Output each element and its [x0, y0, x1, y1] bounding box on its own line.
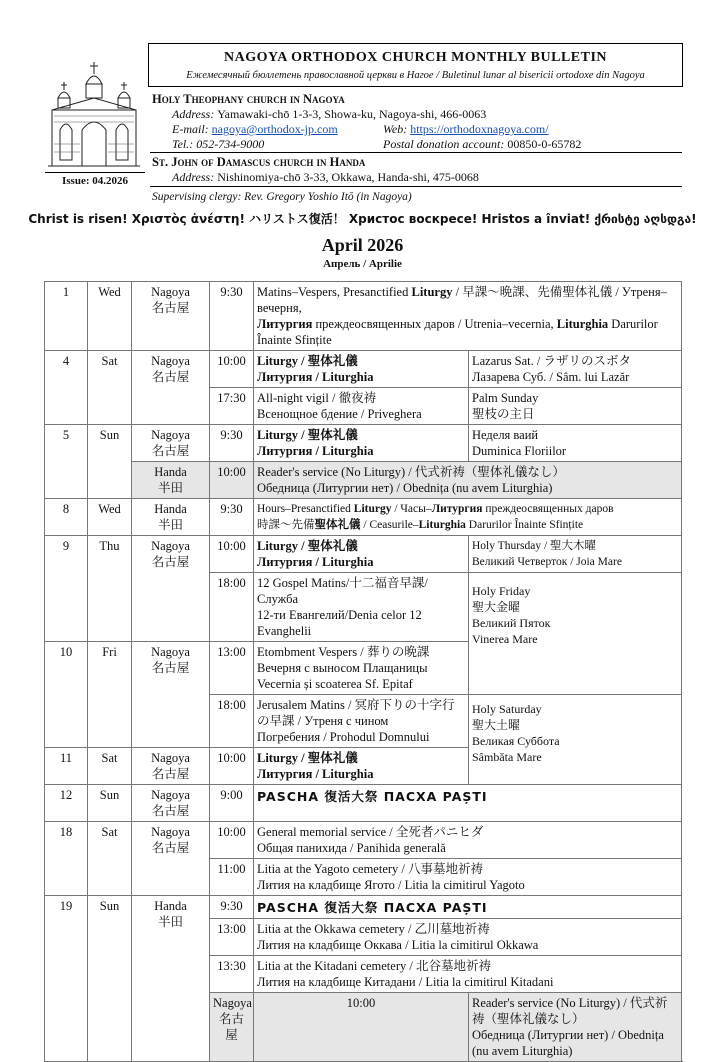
service-text: преждеосвященных даров / Utrenia–vecernia,: [312, 317, 557, 331]
service-text: / 早課～晩課、先備聖体礼儀 / Утреня–вечерня,: [257, 285, 667, 315]
service-cell: [254, 822, 682, 859]
feast-line-1: Holy Friday: [472, 584, 531, 598]
service-line-2: Вечерня с выносом Плащаницы: [257, 661, 428, 675]
church1-email-label: E-mail:: [172, 122, 209, 136]
time-cell: 10:00: [254, 993, 469, 1062]
location-name-jp: 半田: [157, 915, 183, 929]
location-name-jp: 半田: [157, 481, 183, 495]
table-row: [45, 425, 682, 462]
location-cell: [132, 822, 210, 896]
feast-line-1: Неделя ваий: [472, 428, 539, 442]
church1-web-link[interactable]: https://orthodoxnagoya.com/: [410, 122, 549, 136]
feast-line-2: 聖大土曜: [472, 718, 521, 732]
feast-cell: [469, 695, 682, 785]
feast-line-2: Duminica Floriilor: [472, 444, 567, 458]
church1-address-label: Address:: [172, 107, 215, 121]
bulletin-title-box: [148, 43, 683, 87]
location-name: Nagoya: [151, 539, 190, 553]
location-cell: [132, 536, 210, 642]
location-cell: [210, 993, 254, 1062]
church1-tel: 052-734-9000: [196, 137, 265, 151]
time-cell: 13:00: [210, 642, 254, 695]
service-cell: [254, 351, 469, 388]
service-line-1: Liturgy / 聖体礼儀: [257, 539, 358, 553]
issue-number: Issue: 04.2026: [45, 172, 145, 187]
service-line-1: Reader's service (No Liturgy) / 代式祈祷（聖体礼儀なし）: [257, 465, 565, 479]
service-text: Darurilor Înainte Sfințite: [257, 317, 658, 347]
table-row: [45, 282, 682, 351]
location-cell: [132, 351, 210, 425]
location-cell: [132, 748, 210, 785]
church1-name: Holy Theophany church in Nagoya: [152, 92, 345, 106]
location-cell: [132, 462, 210, 499]
location-name-jp: 名古屋: [151, 804, 190, 818]
table-row: [45, 351, 682, 388]
service-line-3: Vecernia și scoaterea Sf. Epitaf: [257, 677, 413, 691]
service-line-1: Liturgy / 聖体礼儀: [257, 428, 358, 442]
service-line-1: General memorial service / 全死者パニヒダ: [257, 825, 484, 839]
time-cell: 9:30: [210, 499, 254, 536]
time-cell: 18:00: [210, 695, 254, 748]
location-cell: [132, 425, 210, 462]
service-line-1: [257, 501, 678, 517]
time-cell: 10:00: [210, 351, 254, 388]
church1-tel-line: [172, 137, 264, 152]
service-cell: [254, 748, 469, 785]
feast-line-1: Holy Saturday: [472, 702, 542, 716]
church1-tel-label: Tel.:: [172, 137, 194, 151]
feast-cell: [469, 573, 682, 695]
location-name: Handa: [154, 899, 187, 913]
service-line-2: Лития на кладбище Китадани / Litia la cimitirul Kitadani: [257, 975, 554, 989]
pascha-banner: PASCHA 復活大祭 ПАСХА PAȘTI: [254, 785, 682, 822]
location-name: Nagoya: [151, 788, 190, 802]
service-cell: [254, 499, 682, 536]
service-text-bold: Liturgy: [411, 285, 453, 299]
day-cell: 19: [45, 896, 88, 1062]
service-text: / Ceasurile–: [360, 519, 419, 531]
pascha-banner: PASCHA 復活大祭 ПАСХА PAȘTI: [254, 896, 682, 919]
month-subtitle: Апрель / Aprilie: [323, 258, 402, 270]
table-row: [45, 536, 682, 573]
feast-line-1: Lazarus Sat. / ラザリのスボタ: [472, 354, 632, 368]
service-line-2: Литургия / Liturghia: [257, 767, 374, 781]
feast-line-3: Великая Суббота: [472, 734, 560, 748]
service-line-3: Погребения / Prohodul Domnului: [257, 730, 430, 744]
table-row: [45, 462, 682, 499]
service-line-2: Обедница (Литургии нет) / Obednița (nu avem Liturghia): [257, 481, 553, 495]
service-cell: [254, 695, 469, 748]
location-cell: [132, 785, 210, 822]
weekday-cell: Wed: [88, 282, 132, 351]
service-text-bold: Литургия: [431, 503, 483, 515]
location-name-jp: 名古屋: [151, 841, 190, 855]
service-text-bold: 聖体礼儀: [314, 519, 361, 531]
service-cell: [254, 536, 469, 573]
service-text: / Часы–: [391, 503, 432, 515]
header-divider: [150, 152, 682, 153]
time-cell: 10:00: [210, 462, 254, 499]
supervising-clergy: Supervising clergy: Rev. Gregory Yoshio Itō (in Nagoya): [152, 191, 412, 203]
church1-web-label: Web:: [383, 122, 408, 136]
feast-cell: [469, 388, 682, 425]
header-divider-2: [150, 186, 682, 187]
service-line-2: Литургия / Liturghia: [257, 370, 374, 384]
service-line-1: All-night vigil / 徹夜祷: [257, 391, 377, 405]
feast-line-2: Лазарева Суб. / Sâm. lui Lazăr: [472, 370, 630, 384]
service-cell: [254, 462, 682, 499]
church1-email-link[interactable]: nagoya@orthodox-jp.com: [211, 122, 338, 136]
location-name-jp: 半田: [157, 518, 183, 532]
time-cell: 13:00: [210, 919, 254, 956]
church1-postal-label: Postal donation account:: [383, 137, 505, 151]
church1-web-line: [383, 122, 549, 137]
feast-line-4: Vinerea Mare: [472, 632, 538, 646]
church1-email-line: [172, 122, 338, 137]
time-cell: 13:30: [210, 956, 254, 993]
church2-name: St. John of Damascus church in Handa: [152, 155, 366, 169]
location-name: Nagoya: [151, 354, 190, 368]
location-name: Nagoya: [151, 825, 190, 839]
day-cell: 8: [45, 499, 88, 536]
location-name: Nagoya: [151, 285, 190, 299]
time-cell: 17:30: [210, 388, 254, 425]
service-line-2: Лития на кладбище Оккава / Litia la cimitirul Okkawa: [257, 938, 539, 952]
location-name: Nagoya: [213, 996, 252, 1010]
feast-cell: [469, 536, 682, 573]
feast-line-2: 聖枝の主日: [472, 407, 535, 421]
month-title: April 2026: [321, 235, 404, 255]
service-line-1: Reader's service (No Liturgy) / 代式祈祷（聖体礼儀なし）: [472, 996, 668, 1026]
church1-address-line: [172, 107, 486, 122]
feast-line-2: 聖大金曜: [472, 600, 521, 614]
day-cell: 11: [45, 748, 88, 785]
service-line-2: Литургия / Liturghia: [257, 555, 374, 569]
time-cell: 11:00: [210, 859, 254, 896]
service-line-2: Литургия / Liturghia: [257, 444, 374, 458]
time-cell: 9:30: [210, 896, 254, 919]
service-text: Matins–Vespers, Presanctified: [257, 285, 412, 299]
service-line-1: Liturgy / 聖体礼儀: [257, 751, 358, 765]
time-cell: 9:00: [210, 785, 254, 822]
service-text-bold: Liturghia: [418, 519, 466, 531]
feast-line-2: Великий Четверток / Joia Mare: [472, 556, 622, 568]
weekday-cell: Fri: [88, 642, 132, 748]
location-name: Handa: [154, 502, 187, 516]
location-cell: [132, 896, 210, 1062]
schedule-table: [44, 281, 682, 1062]
service-line-1: Etombment Vespers / 葬りの晩課: [257, 645, 430, 659]
service-cell: [254, 956, 682, 993]
day-cell: 4: [45, 351, 88, 425]
service-line-2: Лития на кладбище Ягото / Litia la cimitirul Yagoto: [257, 878, 525, 892]
bulletin-title: NAGOYA ORTHODOX CHURCH MONTHLY BULLETIN: [223, 50, 608, 65]
service-line-2: [257, 517, 678, 533]
day-cell: 9: [45, 536, 88, 642]
church1-postal: 00850-0-65782: [507, 137, 582, 151]
location-cell: [132, 499, 210, 536]
service-cell: [254, 919, 682, 956]
time-cell: 10:00: [210, 536, 254, 573]
service-line-2: 12-ти Евангелий/Denia celor 12 Evanghelii: [257, 608, 422, 638]
weekday-cell: Sun: [88, 425, 132, 499]
service-line-2: [257, 316, 678, 348]
day-cell: 10: [45, 642, 88, 748]
service-text-bold: Liturgy: [353, 503, 392, 515]
service-cell: [254, 573, 469, 642]
weekday-cell: Thu: [88, 536, 132, 642]
weekday-cell: Sun: [88, 896, 132, 1062]
service-cell: [469, 993, 682, 1062]
service-line-2: Общая панихида / Panihida generală: [257, 841, 446, 855]
service-line-1: [257, 284, 678, 316]
weekday-cell: Sun: [88, 785, 132, 822]
service-cell: [254, 282, 682, 351]
time-cell: 18:00: [210, 573, 254, 642]
feast-line-1: Palm Sunday: [472, 391, 539, 405]
location-name-jp: 名古屋: [151, 555, 190, 569]
location-name: Nagoya: [151, 751, 190, 765]
feast-line-3: Великий Пяток: [472, 616, 551, 630]
service-line-1: Litia at the Yagoto cemetery / 八事墓地祈祷: [257, 862, 484, 876]
day-cell: 1: [45, 282, 88, 351]
day-cell: 18: [45, 822, 88, 896]
service-text: 時課～先備: [257, 519, 315, 531]
feast-line-1: Holy Thursday / 聖大木曜: [472, 540, 597, 552]
feast-cell: [469, 351, 682, 388]
location-cell: [132, 642, 210, 748]
weekday-cell: Wed: [88, 499, 132, 536]
location-name-jp: 名古屋: [218, 1012, 244, 1042]
church2-address-label: Address:: [172, 170, 215, 184]
day-cell: 5: [45, 425, 88, 499]
table-row: [45, 785, 682, 822]
weekday-cell: Sat: [88, 748, 132, 785]
service-text: Hours–Presanctified: [257, 503, 354, 515]
location-name-jp: 名古屋: [151, 661, 190, 675]
day-cell: 12: [45, 785, 88, 822]
service-cell: [254, 425, 469, 462]
service-cell: [254, 388, 469, 425]
service-line-2: Обедница (Литургии нет) / Obednița (nu avem Liturghia): [472, 1028, 664, 1058]
church2-address: Nishinomiya-chō 3-33, Okkawa, Handa-shi, 475-0068: [217, 170, 479, 184]
location-name-jp: 名古屋: [151, 370, 190, 384]
service-cell: [254, 859, 682, 896]
service-text: Darurilor Înainte Sfințite: [465, 519, 584, 531]
time-cell: 9:30: [210, 425, 254, 462]
service-line-1: Liturgy / 聖体礼儀: [257, 354, 358, 368]
table-row: [45, 822, 682, 859]
time-cell: 10:00: [210, 748, 254, 785]
location-cell: [132, 282, 210, 351]
service-line-1: Litia at the Okkawa cemetery / 乙川墓地祈祷: [257, 922, 490, 936]
location-name-jp: 名古屋: [151, 444, 190, 458]
feast-line-4: Sâmbăta Mare: [472, 750, 542, 764]
location-name: Nagoya: [151, 428, 190, 442]
church1-address: Yamawaki-chō 1-3-3, Showa-ku, Nagoya-shi, 466-0063: [217, 107, 487, 121]
service-line-2: Всенощное бдение / Priveghera: [257, 407, 422, 421]
service-text-bold: Литургия: [257, 317, 313, 331]
service-line-1: Litia at the Kitadani cemetery / 北谷墓地祈祷: [257, 959, 491, 973]
feast-cell: [469, 425, 682, 462]
service-line-2: の早課 / Утреня с чином: [257, 714, 389, 728]
church2-address-line: [172, 170, 479, 185]
weekday-cell: Sat: [88, 822, 132, 896]
time-cell: 10:00: [210, 822, 254, 859]
service-cell: [254, 642, 469, 695]
service-line-1: Jerusalem Matins / 冥府下りの十字行: [257, 698, 455, 712]
location-name: Nagoya: [151, 645, 190, 659]
service-text: преждеосвященных даров: [482, 503, 614, 515]
weekday-cell: Sat: [88, 351, 132, 425]
christ-is-risen-greeting: Christ is risen! Χριστὸς ἀνέστη! ハリストス復活！ Христос воскресе! Hristos a înviat! ქრისტე აღსდგა!: [28, 212, 697, 226]
table-row: [45, 896, 682, 919]
bulletin-subtitle: Ежемесячный бюллетень православной церкви в Нагое / Buletinul lunar al bisericii ortodoxe din Nagoya: [186, 70, 645, 81]
table-row: [45, 499, 682, 536]
service-text-bold: Liturghia: [556, 317, 609, 331]
location-name: Handa: [154, 465, 187, 479]
church-drawing-icon: [40, 60, 148, 170]
time-cell: 9:30: [210, 282, 254, 351]
location-name-jp: 名古屋: [151, 301, 190, 315]
location-name-jp: 名古屋: [151, 767, 190, 781]
service-line-1: 12 Gospel Matins/十二福音早課/Служба: [257, 576, 428, 606]
church1-postal-line: [383, 137, 581, 152]
